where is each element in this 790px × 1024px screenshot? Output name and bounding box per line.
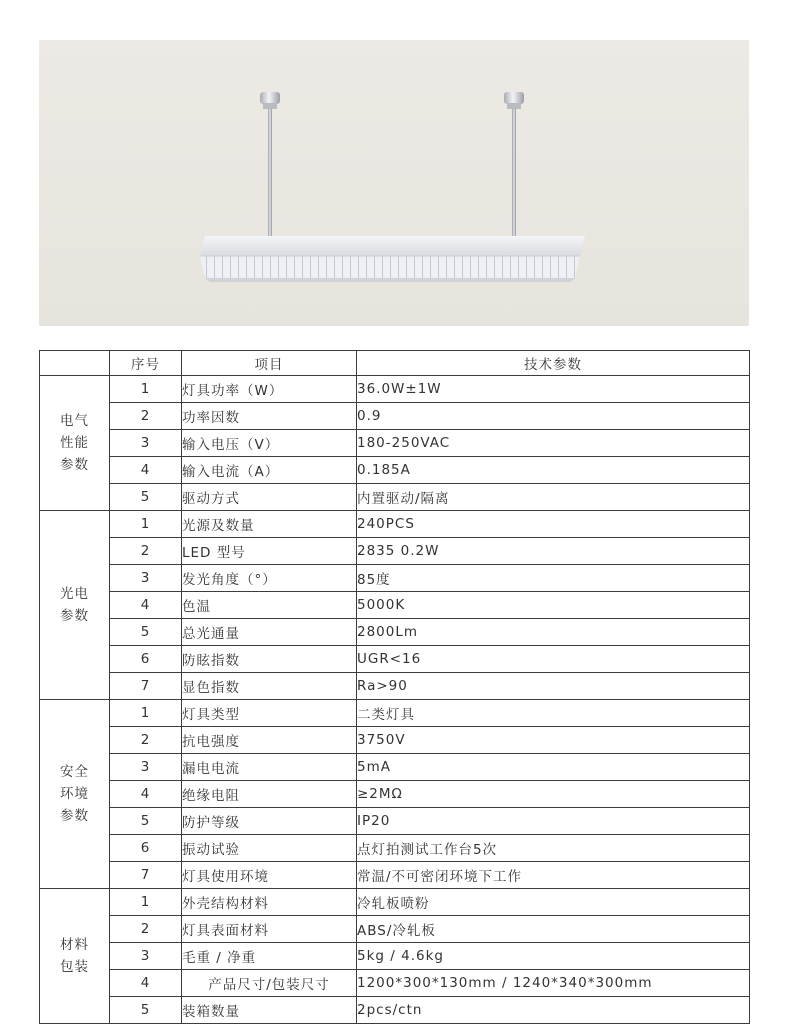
row-index: 6 (110, 646, 182, 673)
table-row (40, 781, 750, 808)
row-value: 5mA (357, 754, 750, 781)
table-row (40, 997, 750, 1024)
row-index: 1 (110, 889, 182, 916)
row-value: ≥2MΩ (357, 781, 750, 808)
header-item: 项目 (182, 351, 357, 376)
category-cell: 安全 环境 参数 (40, 700, 110, 889)
row-index: 4 (110, 781, 182, 808)
table-row (40, 511, 750, 538)
row-item: 防护等级 (182, 808, 357, 835)
table-row (40, 592, 750, 619)
row-item: 振动试验 (182, 835, 357, 862)
row-item: 漏电电流 (182, 754, 357, 781)
table-row (40, 430, 750, 457)
row-value: 常温/不可密闭环境下工作 (357, 862, 750, 889)
spec-table (39, 350, 750, 1024)
row-index: 3 (110, 943, 182, 970)
table-row (40, 889, 750, 916)
row-value: 85度 (357, 565, 750, 592)
row-item: 防眩指数 (182, 646, 357, 673)
row-value: 5kg / 4.6kg (357, 943, 750, 970)
row-value: 180-250VAC (357, 430, 750, 457)
category-cell: 电气 性能 参数 (40, 376, 110, 511)
row-item: 光源及数量 (182, 511, 357, 538)
row-value: 1200*300*130mm / 1240*340*300mm (357, 970, 750, 997)
row-item: 功率因数 (182, 403, 357, 430)
row-item: 色温 (182, 592, 357, 619)
table-row (40, 538, 750, 565)
row-index: 2 (110, 538, 182, 565)
row-index: 3 (110, 430, 182, 457)
table-row (40, 808, 750, 835)
row-item: LED 型号 (182, 538, 357, 565)
row-value: UGR<16 (357, 646, 750, 673)
row-item: 灯具使用环境 (182, 862, 357, 889)
table-row (40, 565, 750, 592)
table-row (40, 970, 750, 997)
table-row (40, 619, 750, 646)
row-value: 二类灯具 (357, 700, 750, 727)
table-row (40, 484, 750, 511)
row-value: ABS/冷轧板 (357, 916, 750, 943)
row-index: 7 (110, 673, 182, 700)
table-row (40, 673, 750, 700)
row-value: IP20 (357, 808, 750, 835)
row-index: 5 (110, 619, 182, 646)
row-item: 显色指数 (182, 673, 357, 700)
category-cell: 材料 包装 (40, 889, 110, 1024)
table-row (40, 916, 750, 943)
row-item: 外壳结构材料 (182, 889, 357, 916)
row-index: 3 (110, 754, 182, 781)
row-index: 5 (110, 997, 182, 1024)
row-item: 输入电压（V） (182, 430, 357, 457)
table-row (40, 862, 750, 889)
row-item: 发光角度（°） (182, 565, 357, 592)
row-value: 0.9 (357, 403, 750, 430)
row-index: 5 (110, 808, 182, 835)
header-value: 技术参数 (357, 351, 750, 376)
row-item: 抗电强度 (182, 727, 357, 754)
pendant-lamp-image (39, 40, 749, 326)
row-value: 36.0W±1W (357, 376, 750, 403)
table-row (40, 646, 750, 673)
row-index: 5 (110, 484, 182, 511)
table-row (40, 727, 750, 754)
row-item: 产品尺寸/包装尺寸 (182, 970, 357, 997)
row-item: 装箱数量 (182, 997, 357, 1024)
table-row (40, 376, 750, 403)
row-item: 灯具类型 (182, 700, 357, 727)
table-header (40, 351, 750, 376)
row-item: 绝缘电阻 (182, 781, 357, 808)
row-index: 4 (110, 592, 182, 619)
table-row (40, 403, 750, 430)
row-item: 灯具功率（W） (182, 376, 357, 403)
table-row (40, 700, 750, 727)
row-item: 驱动方式 (182, 484, 357, 511)
row-value: 冷轧板喷粉 (357, 889, 750, 916)
row-index: 2 (110, 916, 182, 943)
row-item: 灯具表面材料 (182, 916, 357, 943)
row-value: 3750V (357, 727, 750, 754)
table-row (40, 943, 750, 970)
row-index: 2 (110, 403, 182, 430)
row-index: 2 (110, 727, 182, 754)
row-index: 4 (110, 457, 182, 484)
row-index: 4 (110, 970, 182, 997)
row-index: 1 (110, 511, 182, 538)
product-photo (39, 40, 749, 326)
row-item: 输入电流（A） (182, 457, 357, 484)
row-value: 2800Lm (357, 619, 750, 646)
row-value: 2pcs/ctn (357, 997, 750, 1024)
row-index: 3 (110, 565, 182, 592)
category-cell: 光电 参数 (40, 511, 110, 700)
row-value: 5000K (357, 592, 750, 619)
row-value: 点灯拍测试工作台5次 (357, 835, 750, 862)
row-value: 2835 0.2W (357, 538, 750, 565)
table-row (40, 457, 750, 484)
header-index: 序号 (110, 351, 182, 376)
row-index: 1 (110, 376, 182, 403)
row-index: 7 (110, 862, 182, 889)
row-value: 内置驱动/隔离 (357, 484, 750, 511)
row-value: Ra>90 (357, 673, 750, 700)
row-value: 240PCS (357, 511, 750, 538)
row-value: 0.185A (357, 457, 750, 484)
row-index: 1 (110, 700, 182, 727)
header-blank (40, 351, 110, 376)
table-row (40, 835, 750, 862)
row-item: 毛重 / 净重 (182, 943, 357, 970)
row-index: 6 (110, 835, 182, 862)
table-row (40, 754, 750, 781)
row-item: 总光通量 (182, 619, 357, 646)
